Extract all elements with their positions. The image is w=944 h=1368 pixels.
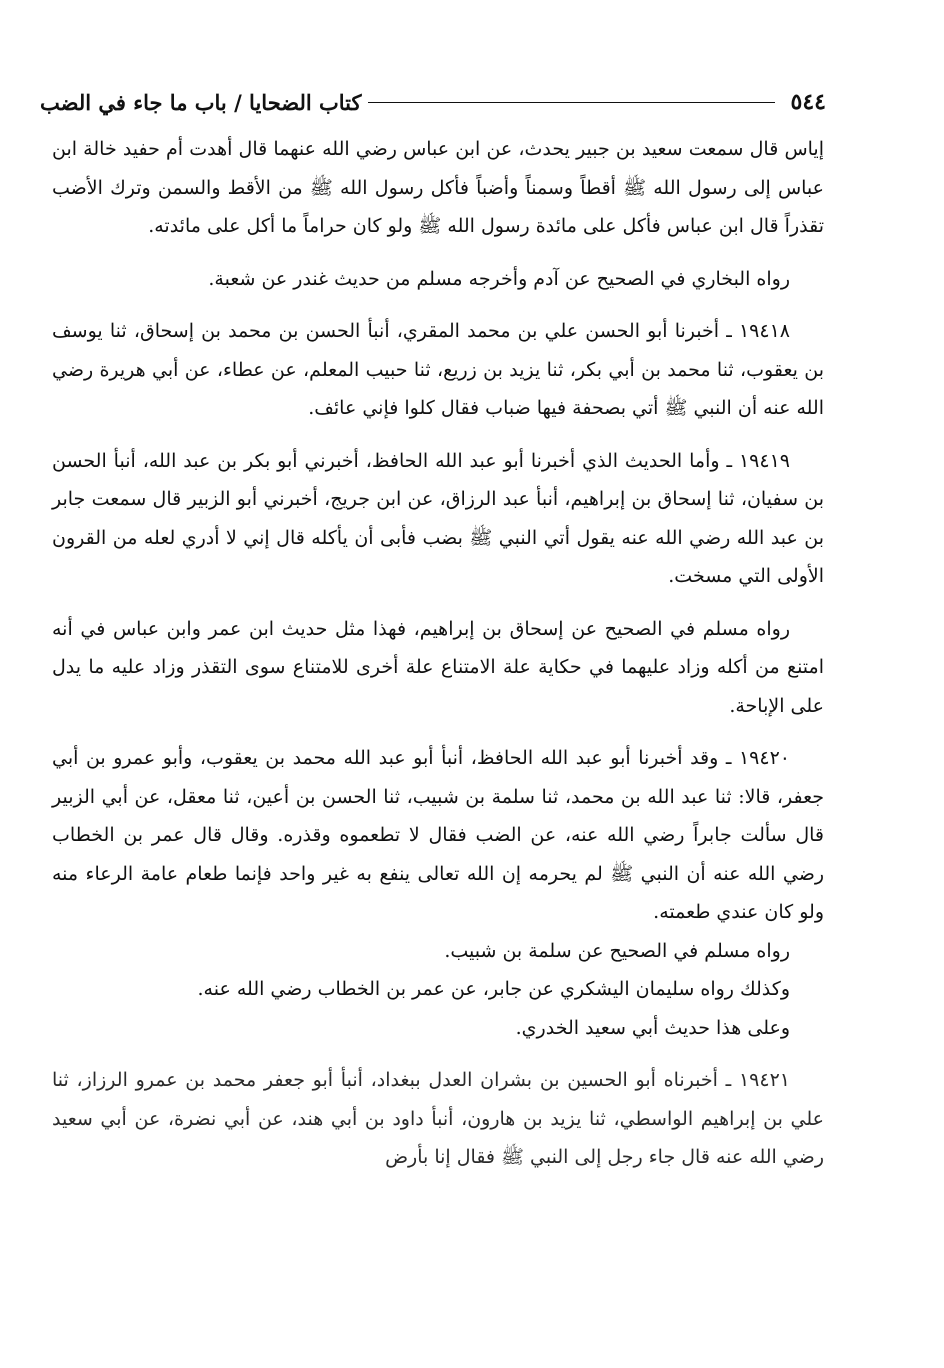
page-number: ٥٤٤	[790, 89, 826, 115]
paragraph-hadith-19420: ١٩٤٢٠ ـ وقد أخبرنا أبو عبد الله الحافظ، أنبأ أبو عبد الله محمد بن يعقوب، وأبو عمرو بن أبي جعفر، قالا: ثنا عبد الله بن محمد، ثنا سلمة بن شبيب، ثنا الحسن بن أعين، ثنا معقل، عن أبي الزبير قال سألت جابراً رضي الله عنه، عن الضب فقال لا تطعموه وقذره. وقال قال عمر بن الخطاب رضي الله عنه أن النبي ﷺ لم يحرمه إن الله تعالى ينفع به غير واحد فإنما طعام عامة الرعاء منه ولو كان عندي طعمته.	[52, 747, 824, 923]
page-body	[52, 130, 824, 1177]
running-header	[40, 82, 826, 122]
paragraph-note: رواه مسلم في الصحيح عن سلمة بن شبيب.	[444, 939, 790, 962]
paragraph-hadith-19421: ١٩٤٢١ ـ أخبرناه أبو الحسين بن بشران العدل ببغداد، أنبأ أبو جعفر محمد بن عمرو الرزاز، ثنا علي بن إبراهيم الواسطي، ثنا يزيد بن هارون، أنبأ داود بن أبي هند، عن أبي نضرة، عن أبي سعيد رضي الله عنه قال جاء رجل إلى النبي ﷺ فقال إنا بأرض	[52, 1069, 824, 1168]
paragraph-note: وكذلك رواه سليمان اليشكري عن جابر، عن عمر بن الخطاب رضي الله عنه.	[197, 978, 790, 1000]
paragraph-note: رواه مسلم في الصحيح عن إسحاق بن إبراهيم، فهذا مثل حديث ابن عمر وابن عباس في أنه امتنع من أكله وزاد عليهما في حكاية علة الامتناع علة أخرى للامتناع سوى التقذر وزاد عليه ما يدل على الإباحة.	[52, 617, 824, 717]
paragraph-hadith-continuation: إياس قال سمعت سعيد بن جبير يحدث، عن ابن عباس رضي الله عنهما قال أهدت أم حفيد خالة ابن عباس إلى رسول الله ﷺ أقطاً وسمناً وأضباً فأكل رسول الله ﷺ من الأقط والسمن وترك الأضب تقذراً قال ابن عباس فأكل على مائدة رسول الله ﷺ ولو كان حراماً ما أكل على مائدته.	[52, 138, 824, 237]
paragraph-note: وعلى هذا حديث أبي سعيد الخدري.	[515, 1016, 790, 1039]
paragraph-hadith-19419: ١٩٤١٩ ـ وأما الحديث الذي أخبرنا أبو عبد الله الحافظ، أخبرني أبو بكر بن عبد الله، أنبأ الحسن بن سفيان، ثنا إسحاق بن إبراهيم، أنبأ عبد الرزاق، عن ابن جريج، أخبرني أبو الزبير قال سمعت جابر بن عبد الله رضي الله عنه يقول أتي النبي ﷺ بضب فأبى أن يأكله قال إني لا أدري لعله من القرون الأولى التي مسخت.	[52, 449, 824, 587]
header-rule	[368, 102, 775, 103]
chapter-title: كتاب الضحايا / باب ما جاء في الضب	[40, 89, 362, 115]
paragraph-note: رواه البخاري في الصحيح عن آدم وأخرجه مسلم من حديث غندر عن شعبة.	[208, 267, 790, 290]
paragraph-hadith-19418: ١٩٤١٨ ـ أخبرنا أبو الحسن علي بن محمد المقري، أنبأ الحسن بن محمد بن إسحاق، ثنا يوسف بن يعقوب، ثنا محمد بن أبي بكر، ثنا يزيد بن زريع، ثنا حبيب المعلم، عن عطاء، عن أبي هريرة رضي الله عنه أن النبي ﷺ أتي بصحفة فيها ضباب فقال كلوا فإني عائف.	[52, 320, 824, 419]
